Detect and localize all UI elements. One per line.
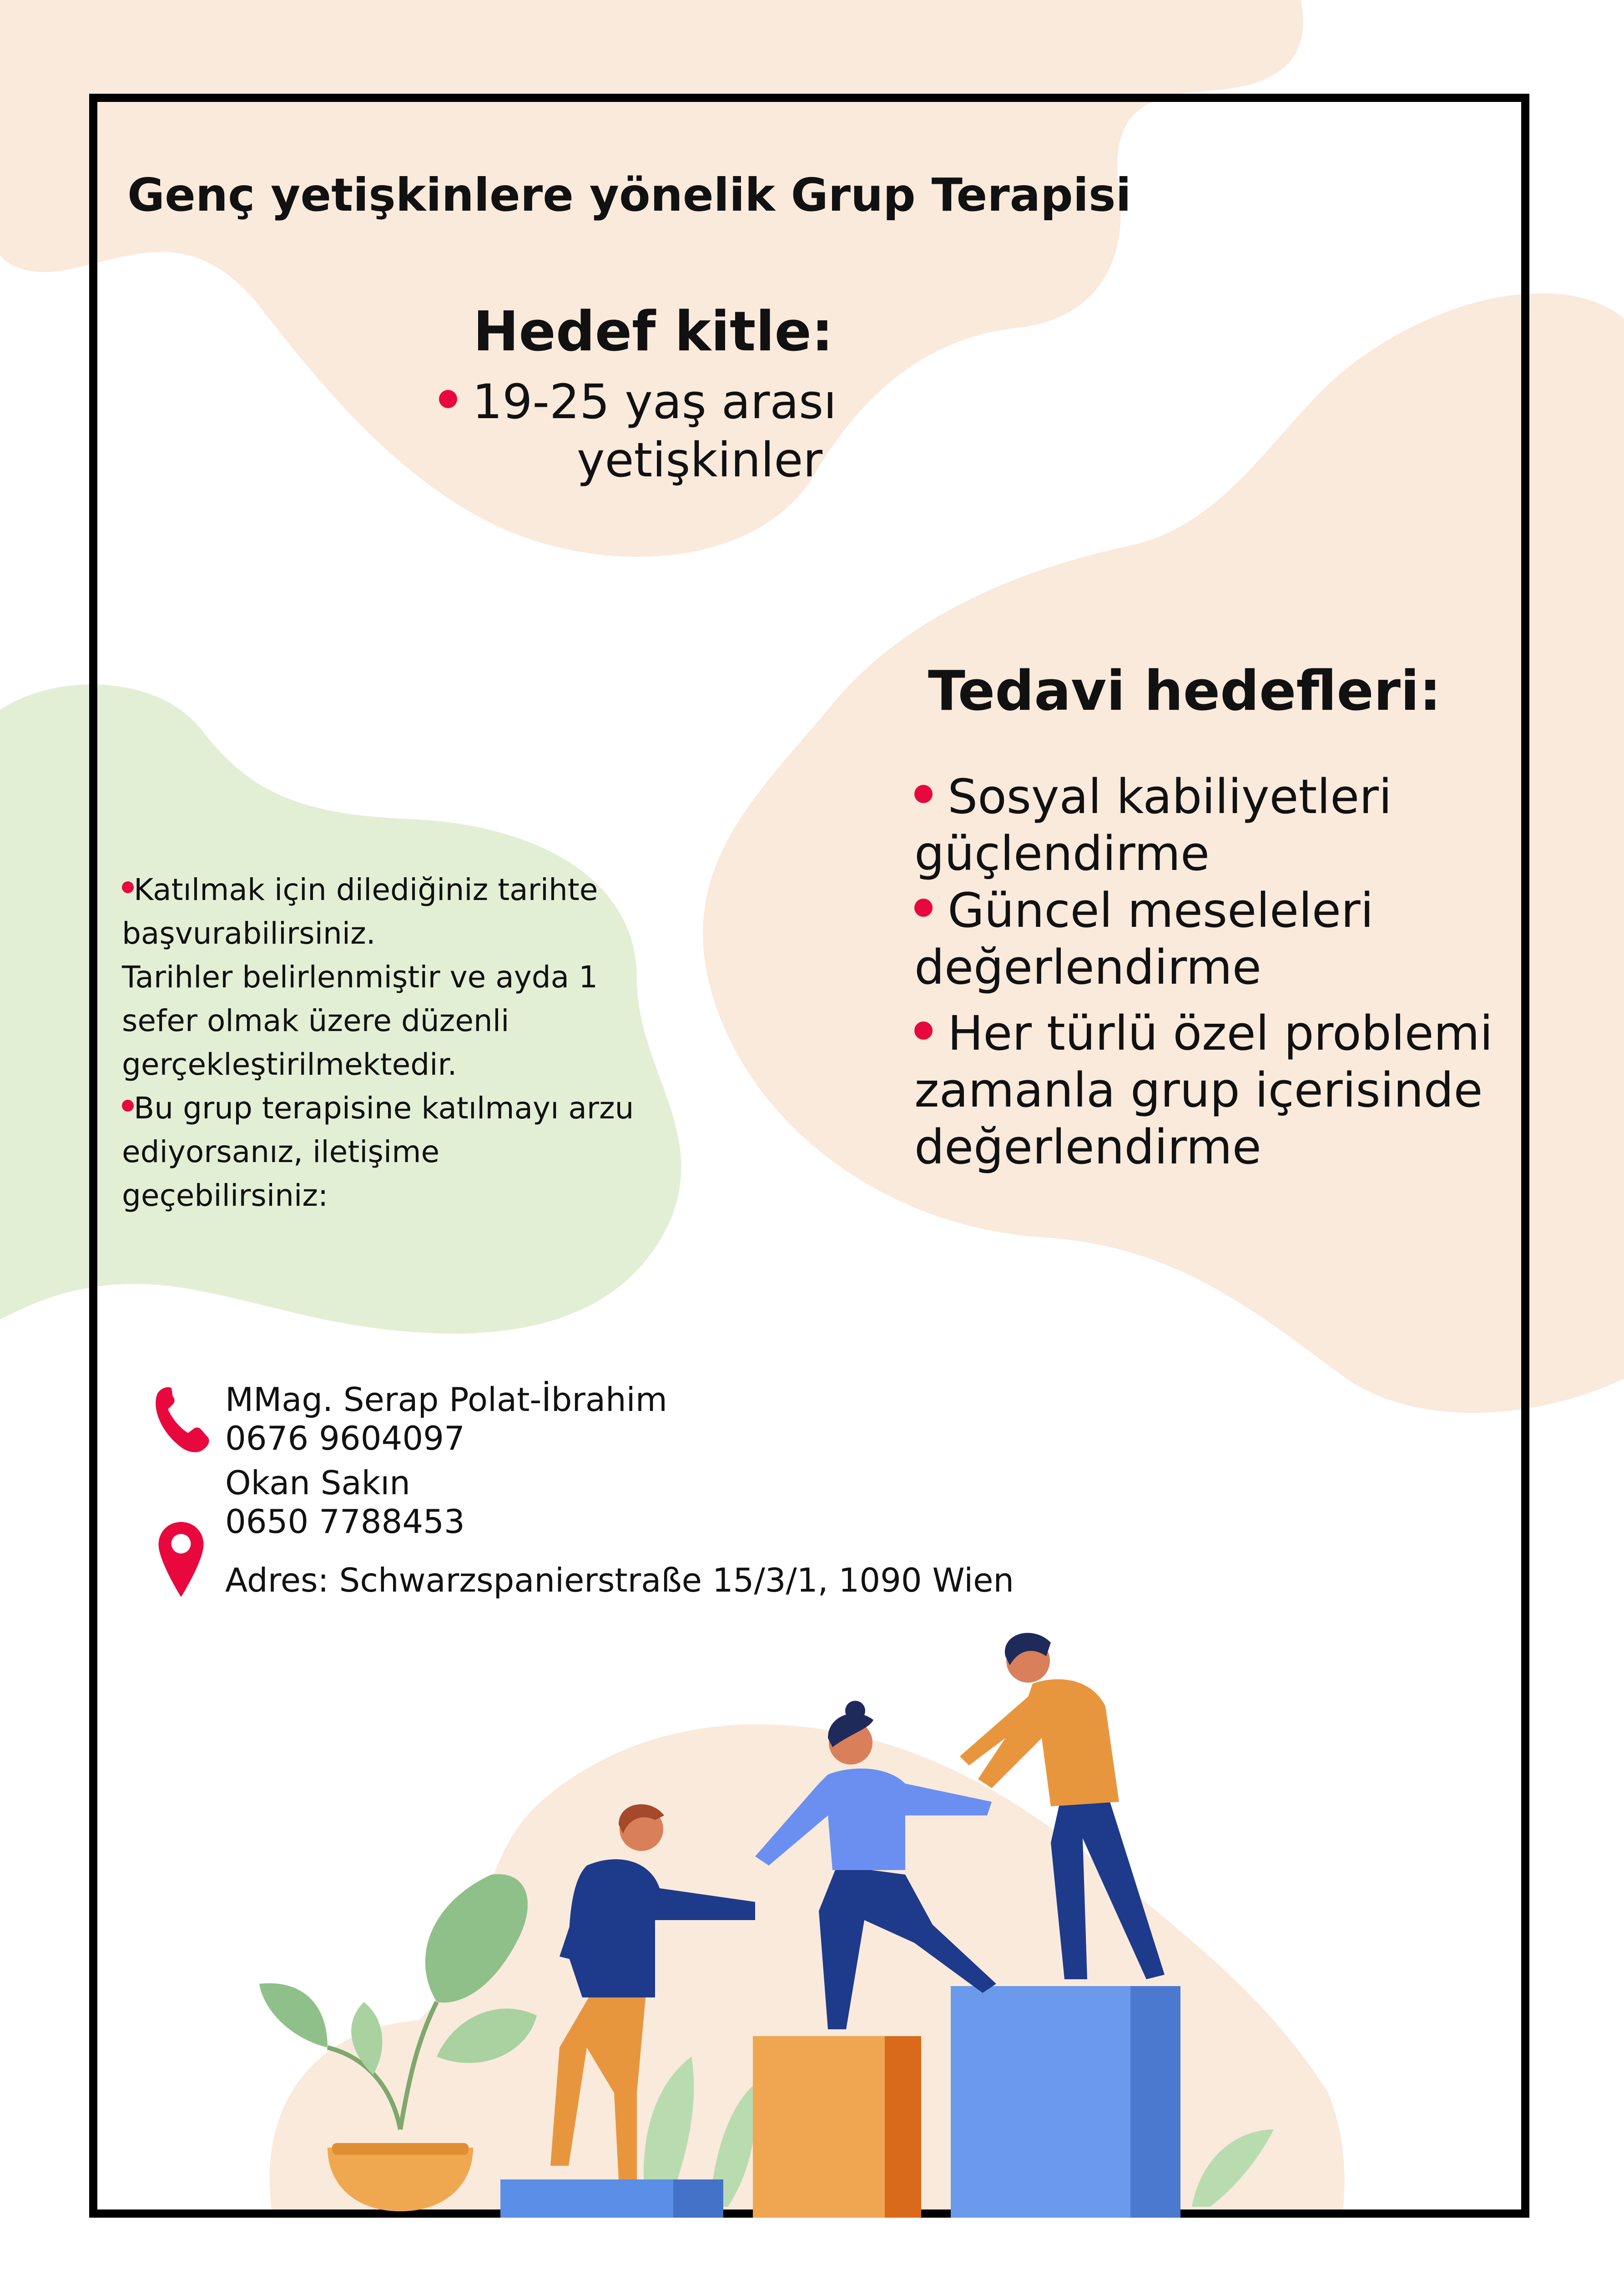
info-paragraph-2-line-3: gerçekleştirilmektedir. [122, 1047, 457, 1082]
goal-item-2-line-2: değerlendirme [914, 940, 1261, 995]
contact-person-1: MMag. Serap Polat-İbrahim [225, 1380, 667, 1419]
info-paragraph-3-line-2: ediyorsanız, iletişime [122, 1134, 440, 1169]
goal-item-1: Sosyal kabiliyetleri [914, 769, 1392, 824]
contact-person-2: Okan Sakın [225, 1464, 410, 1502]
contact-address: Adres: Schwarzspanierstraße 15/3/1, 1090 Wien [225, 1561, 1014, 1599]
goal-item-1-line-2: güçlendirme [914, 826, 1210, 881]
person-right [960, 1633, 1165, 1979]
goal-item-3: Her türlü özel problemi [914, 1006, 1493, 1061]
contact-phone-1[interactable]: 0676 9604097 [225, 1419, 465, 1457]
page-title: Genç yetişkinlere yönelik Grup Terapisi [127, 168, 1131, 222]
goal-item-3-line-3: değerlendirme [914, 1119, 1261, 1175]
info-paragraph-2-line-2: sefer olmak üzere düzenli [122, 1003, 509, 1038]
target-group-heading: Hedef kitle: [473, 300, 833, 364]
info-paragraph-1-line-2: başvurabilirsiniz. [122, 916, 376, 951]
treatment-goals-heading: Tedavi hedefleri: [928, 660, 1442, 723]
goal-item-3-line-2: zamanla grup içerisinde [914, 1062, 1483, 1118]
info-paragraph-3: Bu grup terapisine katılmayı arzu [122, 1087, 659, 1130]
info-paragraph-1: Katılmak için dilediğiniz tarihte [122, 868, 659, 912]
target-group-line-2: yetişkinler [577, 432, 823, 488]
person-middle [755, 1701, 996, 2029]
plant-icon [259, 1874, 537, 2211]
info-paragraph-3-line-3: geçebilirsiniz: [122, 1178, 328, 1213]
goal-item-2: Güncel meseleleri [914, 883, 1373, 938]
info-paragraph-2-line-1: Tarihler belirlenmiştir ve ayda 1 [122, 960, 598, 995]
target-group-line-1: 19-25 yaş arası [472, 374, 837, 430]
contact-phone-2[interactable]: 0650 7788453 [225, 1502, 465, 1541]
